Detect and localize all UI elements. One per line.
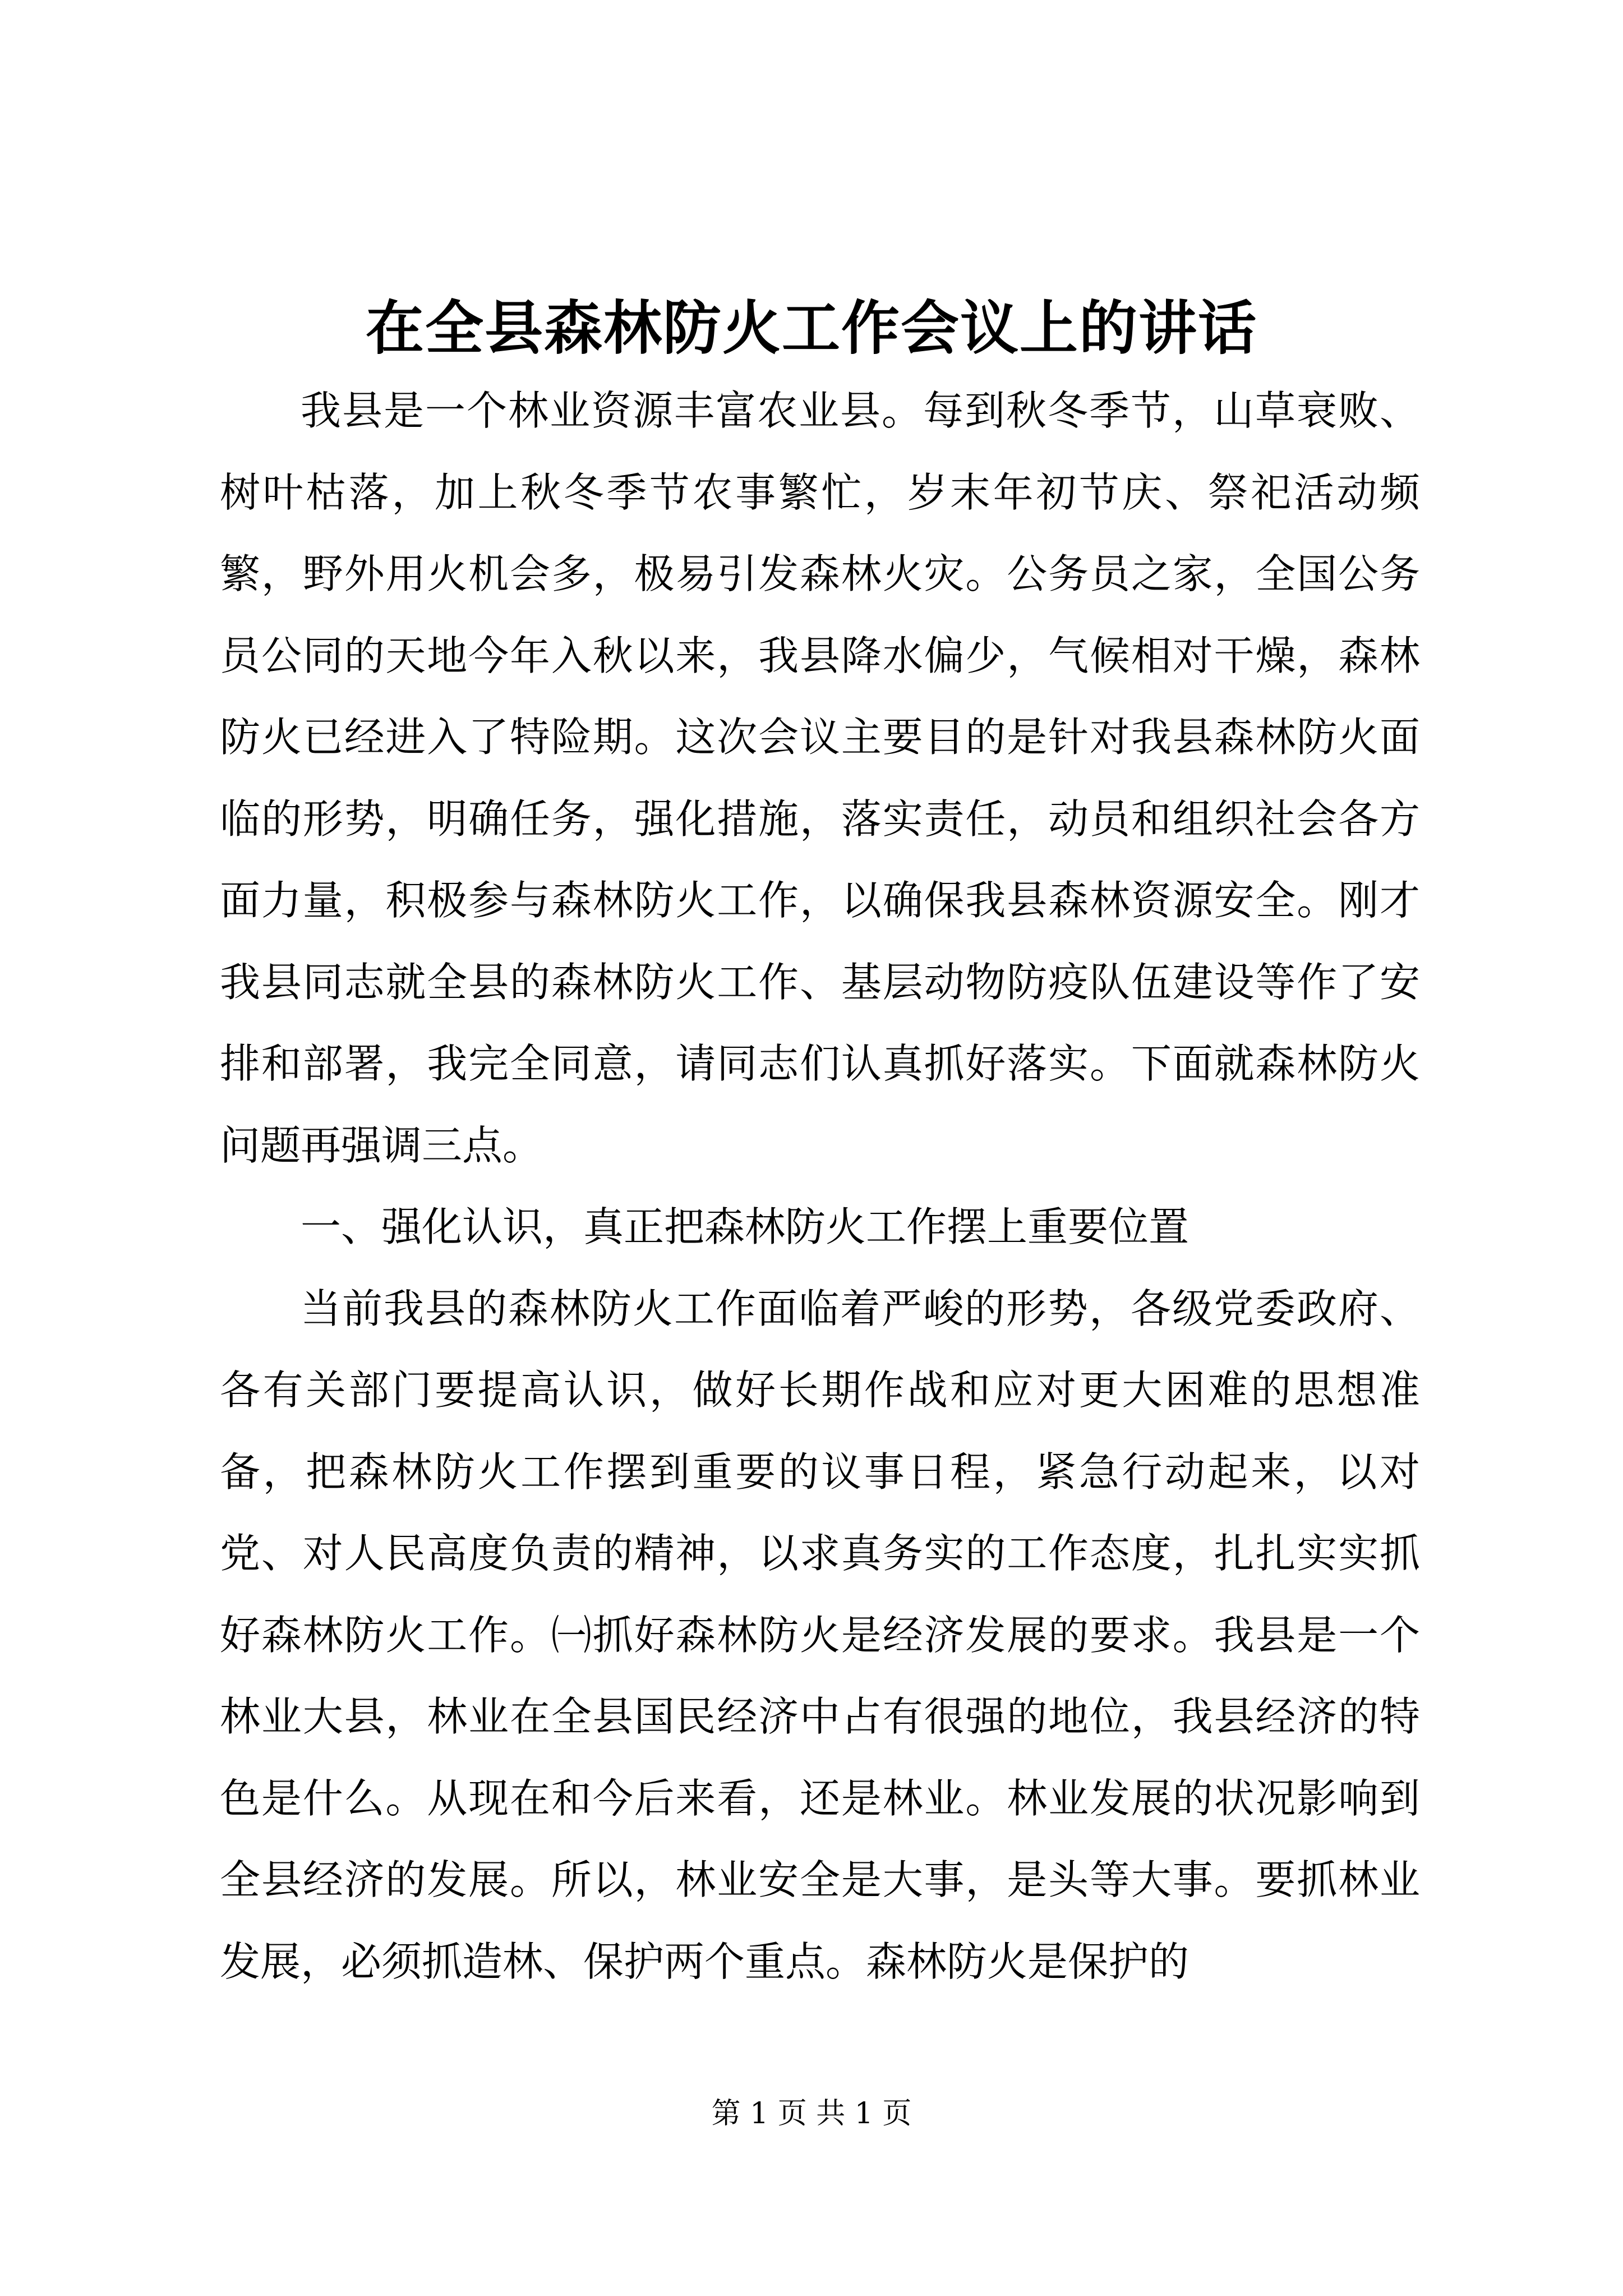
page-footer: 第 1 页 共 1 页 [711, 2097, 912, 2131]
paragraph-intro: 我县是一个林业资源丰富农业县。每到秋冬季节，山草衰败、树叶枯落，加上秋冬季节农事繁忙，岁末年初节庆、祭祀活动频繁，野外用火机会多，极易引发森林火灾。公务员之家，全国公务员公同的天地今年入秋以来，我县降水偏少，气候相对干燥，森林防火已经进入了特险期。这次会议主要目的是针对我县森林防火面临的形势，明确任务，强化措施，落实责任，动员和组织社会各方面力量，积极参与森林防火工作，以确保我县森林资源安全。刚才我县同志就全县的森林防火工作、基层动物防疫队伍建设等作了安排和部署，我完全同意，请同志们认真抓好落实。下面就森林防火问题再强调三点。 [220, 387, 1420, 1169]
paragraph-section-1: 当前我县的森林防火工作面临着严峻的形势，各级党委政府、各有关部门要提高认识，做好长期作战和应对更大困难的思想准备，把森林防火工作摆到重要的议事日程，紧急行动起来，以对党、对人民高度负责的精神，以求真务实的工作态度，扎扎实实抓好森林防火工作。㈠抓好森林防火是经济发展的要求。我县是一个林业大县，林业在全县国民经济中占有很强的地位，我县经济的特色是什么。从现在和今后来看，还是林业。林业发展的状况影响到全县经济的发展。所以，林业安全是大事，是头等大事。要抓林业发展，必须抓造林、保护两个重点。森林防火是保护的 [220, 1285, 1420, 1985]
document-body [220, 370, 1420, 2003]
section-heading-1: 一、强化认识，真正把森林防火工作摆上重要位置 [301, 1203, 1189, 1250]
document-title: 在全县森林防火工作会议上的讲话 [365, 293, 1257, 362]
